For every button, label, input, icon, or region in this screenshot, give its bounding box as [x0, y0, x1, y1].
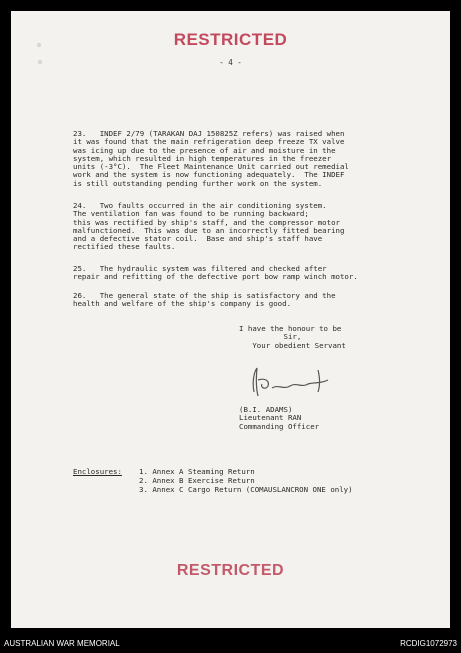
footer-institution: AUSTRALIAN WAR MEMORIAL [4, 639, 120, 648]
handwritten-signature [248, 362, 338, 406]
footer-record-id: RCDIG1072973 [400, 639, 457, 648]
paragraph-26: 26. The general state of the ship is satisfactory and the health and welfare of the ship's company is good. [73, 291, 336, 309]
restricted-stamp-top: RESTRICTED [173, 30, 288, 49]
paragraph-25: 25. The hydraulic system was filtered and checked after repair and refitting of the defective port bow ramp winch motor. [73, 264, 358, 282]
signature-block: (B.I. ADAMS) Lieutenant RAN Commanding Officer [239, 405, 320, 431]
paragraph-24: 24. Two faults occurred in the air conditioning system. The ventilation fan was found to be running backward; this was rectified by ship's staff, and the compressor motor malfunctioned. This was due to an incorrectly fitted bearing and a defective stator coil. Base and ship's staff have rectified these faults. [73, 201, 345, 252]
enclosures-label: Enclosures: [73, 467, 122, 476]
paragraph-23: 23. INDEF 2/79 (TARAKAN DAJ 150825Z refers) was raised when it was found that the main refrigeration deep freeze TX valve was icing up due to the presence of air and moisture in the system, which resulted in high temperatures in the freezer units (-3°C). The Fleet Maintenance Unit carried out remedial work and the system is now functioning adequately. The INDEF is still outstanding pending further work on the system. [73, 129, 349, 188]
archive-footer [0, 636, 461, 653]
enclosures-list: 1. Annex A Steaming Return 2. Annex B Exercise Return 3. Annex C Cargo Return (COMAUSLANCRON ONE only) [139, 467, 353, 494]
closing-salutation: I have the honour to be Sir, Your obedient Servant [239, 324, 346, 350]
document-page [11, 11, 450, 628]
page-number: - 4 - [219, 58, 242, 67]
restricted-stamp-bottom: RESTRICTED [176, 562, 285, 579]
